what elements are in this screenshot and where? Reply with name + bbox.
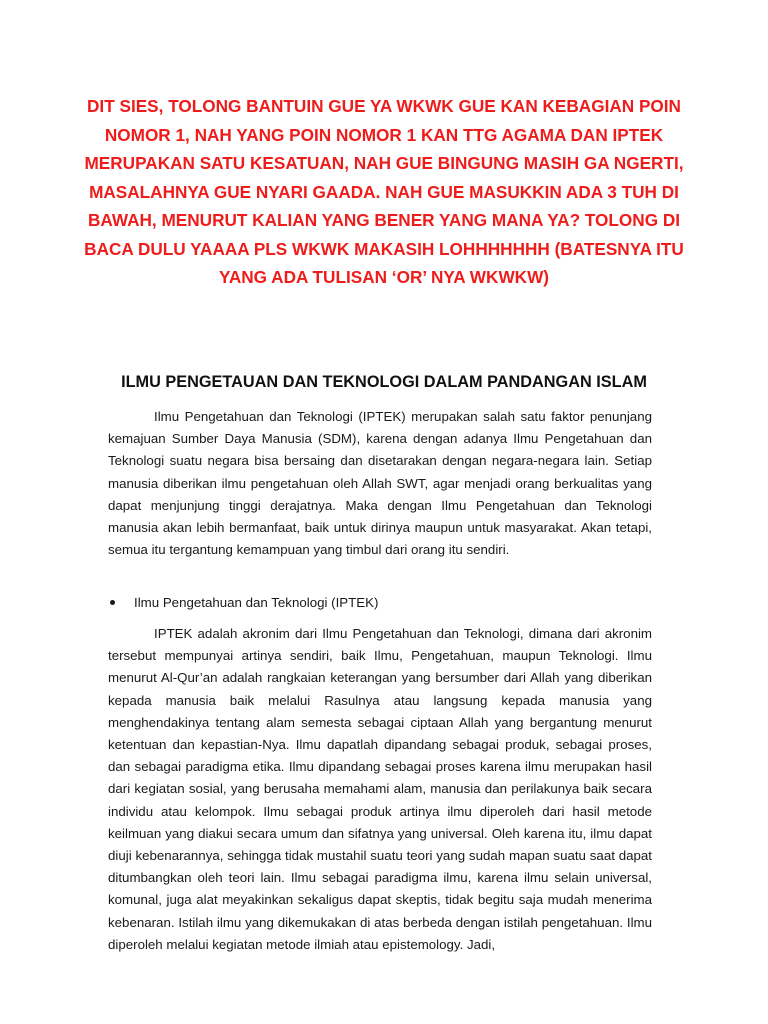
red-note: DIT SIES, TOLONG BANTUIN GUE YA WKWK GUE KAN KEBAGIAN POIN NOMOR 1, NAH YANG POIN NOMOR 1 KAN TTG AGAMA DAN IPTEK MERUPAKAN SATU KESATUAN, NAH GUE BINGUNG MASIH GA NGERTI, MASALAHNYA GUE NYARI GAADA. NAH GUE MASUKKIN ADA 3 TUH DI BAWAH, MENURUT KALIAN YANG BENER YANG MANA YA? TOLONG DI BACA DULU YAAAA PLS WKWK MAKASIH LOHHHHHHH (BATESNYA ITU YANG ADA TULISAN ‘OR’ NYA WKWKW) xyxy=(84,96,684,287)
iptek-paragraph: IPTEK adalah akronim dari Ilmu Pengetahuan dan Teknologi, dimana dari akronim tersebut mempunyai artinya sendiri, baik Ilmu, Pengetahuan, maupun Teknologi. Ilmu menurut Al-Qur’an adalah rangkaian keterangan yang bersumber dari Allah yang diberikan kepada manusia baik melalui Rasulnya atau langsung kepada manusia yang menghendakinya tentang alam semesta sebagai ciptaan Allah yang bergantung menurut ketentuan dan kepastian-Nya. Ilmu dapatlah dipandang sebagai produk, sebagai proses, dan sebagai paradigma etika. Ilmu dipandang sebagai proses karena ilmu merupakan hasil dari kegiatan sosial, yang berusaha memahami alam, manusia dan perilakunya baik secara individu atau kelompok. Ilmu sebagai produk artinya ilmu diperoleh dari hasil metode keilmuan yang diakui secara umum dan sifatnya yang universal. Oleh karena itu, ilmu dapat diuji kebenarannya, sehingga tidak mustahil suatu teori yang sudah mapan suatu saat dapat ditumbangkan oleh teori lain. Ilmu sebagai paradigma ilmu, karena ilmu selain universal, komunal, juga alat meyakinkan sekaligus dapat skeptis, tidak begitu saja mudah menerima kebenaran. Istilah ilmu yang dikemukakan di atas berbeda dengan istilah pengetahuan. Ilmu diperoleh melalui kegiatan metode ilmiah atau epistemology. Jadi, xyxy=(108,626,652,952)
bullet-list-item xyxy=(110,592,654,614)
intro-paragraph: Ilmu Pengetahuan dan Teknologi (IPTEK) merupakan salah satu faktor penunjang kemajuan Sumber Daya Manusia (SDM), karena dengan adanya Ilmu Pengetahuan dan Teknologi suatu negara bisa bersaing dan disetarakan dengan negara-negara lain. Setiap manusia diberikan ilmu pengetahuan oleh Allah SWT, agar menjadi orang berkualitas yang dapat menjunjung tinggi derajatnya. Maka dengan Ilmu Pengetahuan dan Teknologi manusia akan lebih bermanfaat, baik untuk dirinya maupun untuk masyarakat. Akan tetapi, semua itu tergantung kemampuan yang timbul dari orang itu sendiri. xyxy=(108,409,652,558)
document-title: ILMU PENGETAUAN DAN TEKNOLOGI DALAM PANDANGAN ISLAM xyxy=(121,373,647,391)
bullet-dot-icon xyxy=(110,600,115,605)
bullet-item-label: Ilmu Pengetahuan dan Teknologi (IPTEK) xyxy=(134,595,379,610)
